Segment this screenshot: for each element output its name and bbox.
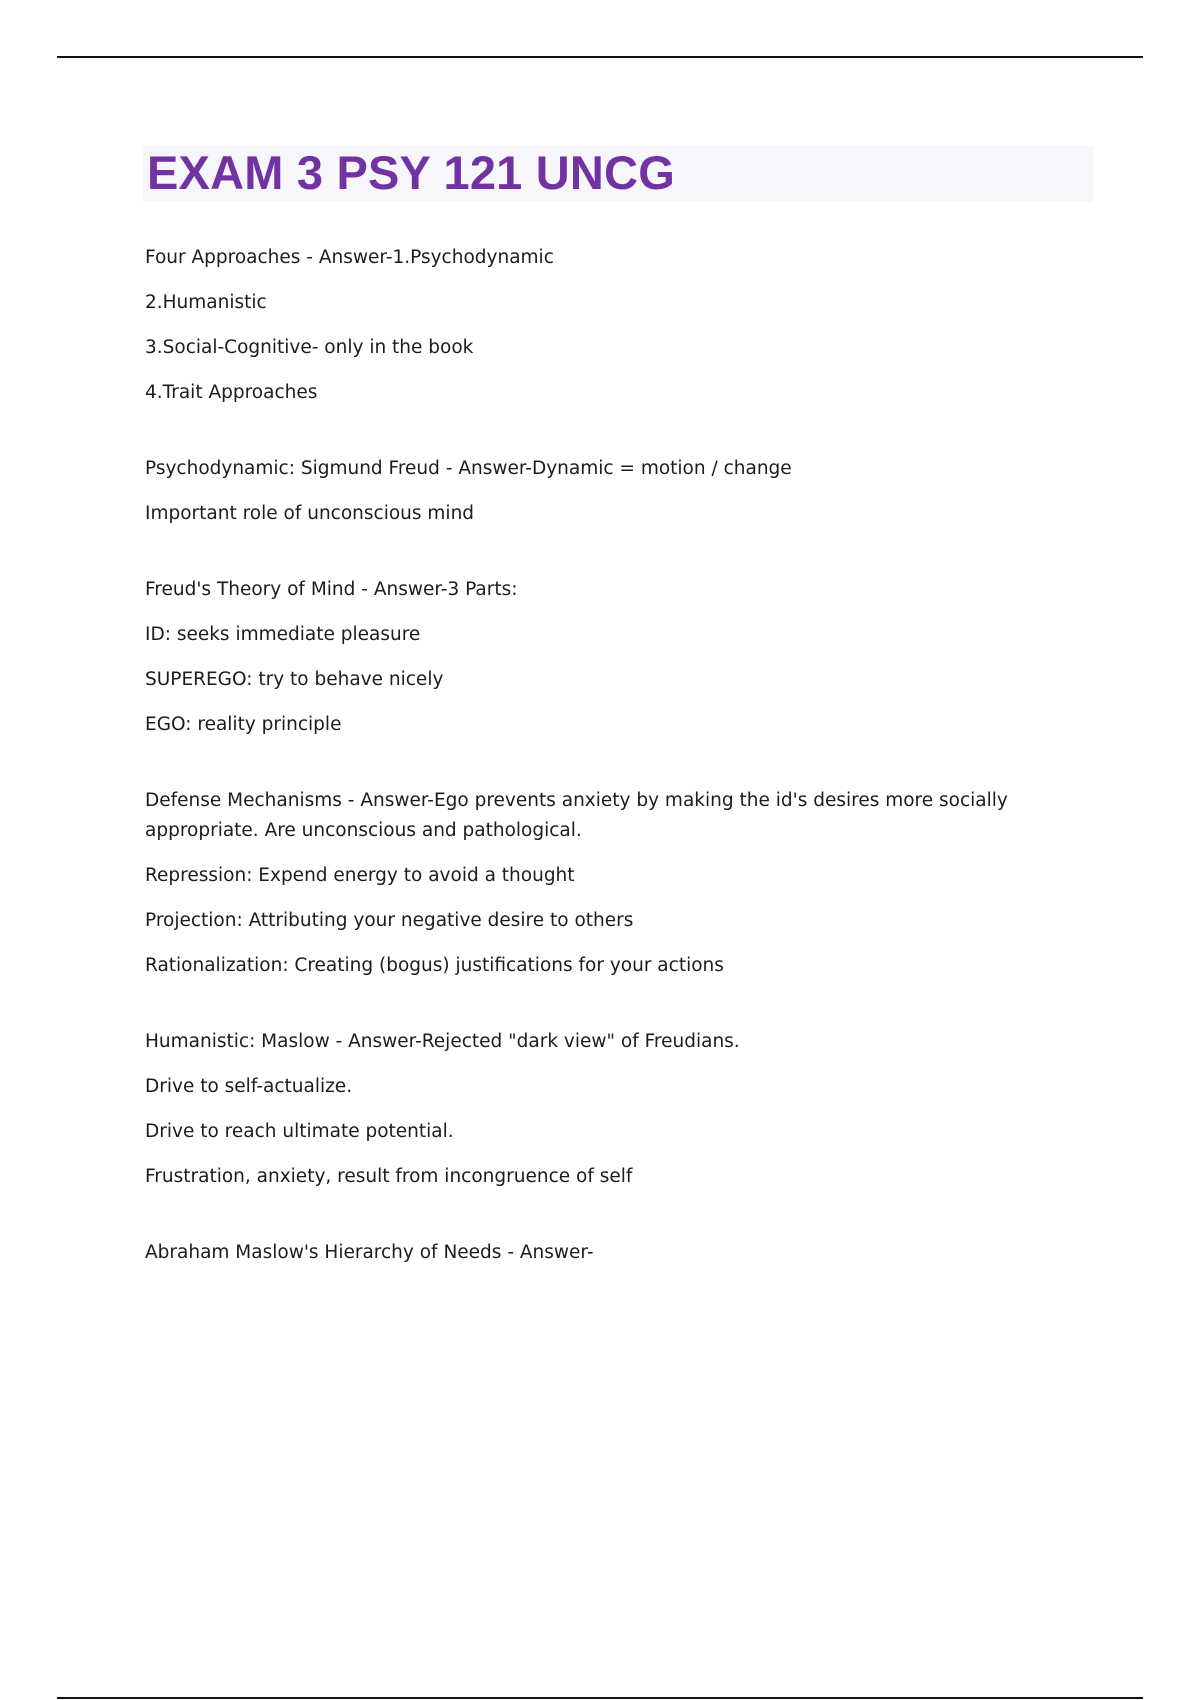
- qa-block-humanistic: [145, 1027, 1025, 1192]
- text-line: 4.Trait Approaches: [145, 382, 318, 403]
- text-line: Humanistic: Maslow - Answer-Rejected "dark view" of Freudians.: [145, 1031, 740, 1052]
- qa-block-theory-of-mind: [145, 575, 1025, 740]
- text-line: ID: seeks immediate pleasure: [145, 624, 421, 645]
- qa-block-psychodynamic: [145, 454, 1025, 529]
- text-line: 2.Humanistic: [145, 292, 267, 313]
- text-line: Freud's Theory of Mind - Answer-3 Parts:: [145, 579, 518, 600]
- document-title: EXAM 3 PSY 121 UNCG: [147, 146, 675, 199]
- text-line: Abraham Maslow's Hierarchy of Needs - Answer-: [145, 1242, 594, 1263]
- text-line: Psychodynamic: Sigmund Freud - Answer-Dynamic = motion / change: [145, 458, 792, 479]
- text-line: SUPEREGO: try to behave nicely: [145, 669, 444, 690]
- text-line: Defense Mechanisms - Answer-Ego prevents anxiety by making the id's desires more socially appropriate. Are unconscious and pathological.: [145, 790, 1008, 841]
- qa-block-defense-mechanisms: [145, 786, 1025, 981]
- top-rule: [57, 56, 1143, 58]
- qa-block-four-approaches: [145, 243, 1025, 408]
- text-line: Four Approaches - Answer-1.Psychodynamic: [145, 247, 554, 268]
- document-body: [145, 243, 1025, 1314]
- text-line: 3.Social-Cognitive- only in the book: [145, 337, 474, 358]
- bottom-rule: [57, 1697, 1143, 1699]
- text-line: Repression: Expend energy to avoid a thought: [145, 865, 575, 886]
- text-line: EGO: reality principle: [145, 714, 342, 735]
- text-line: Projection: Attributing your negative desire to others: [145, 910, 634, 931]
- text-line: Drive to reach ultimate potential.: [145, 1121, 454, 1142]
- text-line: Rationalization: Creating (bogus) justifications for your actions: [145, 955, 724, 976]
- text-line: Drive to self-actualize.: [145, 1076, 353, 1097]
- text-line: Frustration, anxiety, result from incongruence of self: [145, 1166, 633, 1187]
- qa-block-hierarchy-of-needs: [145, 1238, 1025, 1268]
- text-line: Important role of unconscious mind: [145, 503, 475, 524]
